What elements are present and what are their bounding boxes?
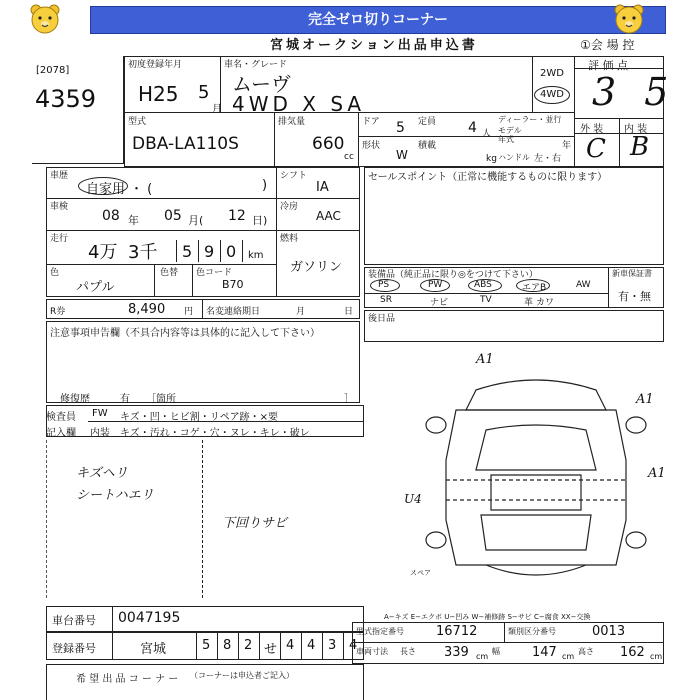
grid-divider <box>202 440 203 598</box>
history-rest: ・ ( <box>130 182 153 197</box>
equipment-grid <box>364 279 608 308</box>
handle-label: ハンドル <box>498 153 530 162</box>
type-value: DBA-LA110S <box>132 134 239 154</box>
width-label: 幅 <box>492 647 500 656</box>
rating-int-value: B <box>630 132 650 162</box>
grid-divider <box>46 198 360 199</box>
handwritten-note-1: キズヘリ <box>76 466 128 481</box>
displacement-label: 排気量 <box>278 117 306 127</box>
inspector-row1: キズ・凹・ヒビ割・リペア跡・×要 <box>120 412 278 423</box>
model-id-value: 16712 <box>436 624 478 639</box>
registration-month-unit: 月 <box>212 104 222 115</box>
shape-value: W <box>396 148 408 162</box>
capacity-value: 4 <box>468 120 477 136</box>
color-value: パプル <box>76 280 115 295</box>
banner-title-bar: 完全ゼロ切りコーナー <box>90 6 666 34</box>
inspector-fw: FW <box>92 408 108 419</box>
notes-label: 注意事項申告欄（不具合内容等は具体的に記入して下さい） <box>50 328 320 339</box>
len-label: 長さ <box>400 647 416 656</box>
equip-navi: ナビ <box>430 298 449 308</box>
doors-label: ドア <box>362 117 380 127</box>
equip-aw: AW <box>576 280 591 290</box>
name-change-month: 月 <box>296 307 306 317</box>
plate-digit: 4 <box>286 638 295 653</box>
drive-2wd: 2WD <box>540 68 564 79</box>
handwritten-note-2: シートハエリ <box>76 488 154 503</box>
ac-label: 冷房 <box>280 202 299 212</box>
registration-year: H25 <box>138 82 179 106</box>
history-value: 自家用 <box>86 182 126 197</box>
grid-divider <box>276 167 277 297</box>
spare-label: スペア <box>410 569 431 577</box>
equip-leather: 革 <box>524 298 534 308</box>
grid-divider <box>358 136 574 137</box>
wish-corner-label: 希 望 出 品 コ ー ナ ー <box>76 674 179 685</box>
mileage-sen: 3千 <box>128 242 158 263</box>
mileage-digit-3: 0 <box>226 242 237 261</box>
damage-mark-a1-right-2: A1 <box>648 466 666 481</box>
grid-divider <box>574 56 575 167</box>
grid-divider <box>176 240 177 262</box>
mileage-man: 4万 <box>88 242 118 263</box>
width-unit: cm <box>562 652 575 661</box>
model-year-label: モデル 年式 <box>498 126 522 144</box>
grid-divider <box>322 632 323 660</box>
grid-divider <box>274 112 275 167</box>
banner <box>0 0 700 38</box>
height-value: 162 <box>620 645 645 660</box>
grid-divider <box>301 632 302 660</box>
chassis-value: 0047195 <box>118 610 181 626</box>
grid-divider <box>619 118 620 167</box>
new-manual-value: 有・無 <box>618 290 651 303</box>
load-unit: kg <box>486 154 497 164</box>
fuel-value: ガソリン <box>290 260 343 275</box>
grid-divider <box>532 56 533 112</box>
grid-divider <box>280 632 281 660</box>
inspection-month: 05 <box>164 208 182 224</box>
history-label: 車歴 <box>50 171 69 181</box>
grid-divider <box>220 240 221 262</box>
grid-divider <box>46 230 360 231</box>
equip-pw: PW <box>428 280 443 290</box>
grid-divider <box>192 264 193 297</box>
grid-divider <box>220 56 221 112</box>
class-id-label: 類別区分番号 <box>508 627 556 636</box>
equip-tv: TV <box>480 295 492 305</box>
len-unit: cm <box>476 652 489 661</box>
repair-label: 修復歴 <box>60 394 90 405</box>
rating-int-label: 内 装 <box>624 124 648 135</box>
mileage-digit-1: 5 <box>182 242 193 261</box>
len-value: 339 <box>444 645 469 660</box>
color-code-label: 色コード <box>196 268 233 278</box>
registration-month: 5 <box>198 82 210 103</box>
car-damage-diagram <box>396 350 676 600</box>
mileage-label: 走行 <box>50 234 69 244</box>
capacity-label: 定員 <box>418 117 437 127</box>
height-label: 高さ <box>578 647 594 656</box>
plate-label: 登録番号 <box>52 642 96 655</box>
height-unit: cm <box>650 652 663 661</box>
class-id-value: 0013 <box>592 624 626 639</box>
venue-copy-label: ①会 場 控 <box>580 38 635 52</box>
bear-mascot-left-icon <box>28 3 62 35</box>
grid-divider <box>154 264 155 297</box>
rating-ext-value: C <box>586 134 606 164</box>
displacement-value: 660 <box>312 134 345 154</box>
grid-divider <box>202 299 203 319</box>
grid-divider <box>88 421 364 422</box>
fuel-label: 燃料 <box>280 234 299 244</box>
grid-divider <box>343 632 344 660</box>
plate-digit: 3 <box>328 638 337 653</box>
model-grade: 4WD X SA <box>232 92 366 116</box>
lot-number: 4359 <box>35 85 97 113</box>
model-id-label: 型式指定番号 <box>356 627 404 636</box>
rating-label: 評 価 点 <box>588 59 628 72</box>
equip-ps: PS <box>378 280 390 290</box>
equip-airbag: エアB <box>522 283 547 293</box>
equip-other: カワ <box>536 298 555 308</box>
color-change-label: 色替 <box>160 268 179 278</box>
load-label: 積載 <box>418 141 437 151</box>
repair-value: 有 <box>120 394 130 405</box>
registration-label: 初度登録年月 <box>128 60 183 70</box>
mileage-digit-2: 9 <box>204 242 215 261</box>
rating-value: 3 5 <box>592 70 677 114</box>
grid-divider <box>364 293 608 294</box>
rear-goods-label: 後日品 <box>368 314 396 324</box>
inspection-year-unit: 年 <box>128 214 139 227</box>
repair-close: ］ <box>344 394 354 405</box>
grid-divider <box>358 112 359 167</box>
plate-digit: 8 <box>223 638 232 653</box>
model-year-unit: 年 <box>562 141 572 151</box>
damage-mark-a1-top: A1 <box>476 352 494 367</box>
handle-value: 左・右 <box>534 154 562 164</box>
damage-mark-a1-right: A1 <box>636 392 654 407</box>
name-change-day: 日 <box>344 307 354 317</box>
inspection-year: 08 <box>102 208 120 224</box>
dims-label: 車両寸法 <box>356 647 388 656</box>
model-name: ムーヴ <box>232 72 291 96</box>
grid-divider <box>574 68 664 69</box>
damage-mark-u-left: U4 <box>404 492 422 506</box>
model-label: 車名・グレード <box>224 60 288 70</box>
recycle-value: 8,490 <box>128 302 166 317</box>
doors-value: 5 <box>396 120 405 136</box>
plate-digit: 4 <box>307 638 316 653</box>
grid-divider <box>198 240 199 262</box>
plate-digit: 2 <box>244 638 253 653</box>
grid-divider <box>608 267 609 308</box>
form-title: 宮城オークション出品申込書 <box>270 38 478 53</box>
shift-value: IA <box>316 180 329 195</box>
color-label: 色 <box>50 268 60 278</box>
grid-divider <box>242 240 243 262</box>
grid-divider <box>124 112 574 113</box>
grid-divider <box>112 632 113 660</box>
lot-small-code: [2078] <box>36 65 70 76</box>
sales-point-label: セールスポイント（正常に機能するものに限ります） <box>368 172 608 183</box>
new-manual-label: 新車保証書 <box>612 269 652 278</box>
grid-divider <box>112 606 113 632</box>
capacity-unit: 人 <box>482 129 492 139</box>
grid-divider <box>504 622 505 642</box>
shift-label: シフト <box>280 171 308 181</box>
inspector-naisou: 内装 <box>90 428 110 439</box>
shape-label: 形状 <box>362 141 381 151</box>
ac-value: AAC <box>316 209 341 223</box>
equip-sr: SR <box>380 295 392 305</box>
name-change-label: 名変連絡期日 <box>206 307 261 317</box>
inspection-day: 12 <box>228 208 246 224</box>
displacement-unit: cc <box>344 152 354 162</box>
plate-digit: せ <box>264 642 278 657</box>
inspection-month-unit: 月( <box>188 214 204 227</box>
rear-goods-box <box>364 310 664 342</box>
dealer-label: ディーラー・並行 <box>498 115 562 124</box>
wish-corner-note: （コーナーは申込者ご記入） <box>190 671 294 680</box>
chassis-label: 車台番号 <box>52 614 96 627</box>
mileage-unit: km <box>248 250 264 261</box>
inspection-day-unit: 日) <box>252 214 268 227</box>
plate-digit: 4 <box>349 638 358 653</box>
plate-digit: 5 <box>202 638 211 653</box>
recycle-unit: 円 <box>184 307 194 317</box>
repair-rest: ［箇所 <box>146 394 176 405</box>
history-close: ) <box>262 178 268 193</box>
recycle-label: R券 <box>50 307 66 317</box>
grid-divider <box>352 642 664 643</box>
inspection-label: 車検 <box>50 202 69 212</box>
equipment-label: 装備品（純正品に限り◎をつけて下さい） <box>368 270 538 280</box>
recycle-box <box>46 299 360 319</box>
grid-divider <box>238 632 239 660</box>
handwritten-note-3: 下回りサビ <box>222 516 288 531</box>
inspector-label-1: 検査員 <box>46 412 76 423</box>
drive-4wd: 4WD <box>540 89 564 100</box>
grid-divider <box>259 632 260 660</box>
plate-region: 宮城 <box>140 642 167 657</box>
bear-mascot-right-icon <box>612 3 646 35</box>
equip-abs: ABS <box>474 280 492 290</box>
inspector-label-2: 記入欄 <box>46 428 76 439</box>
inspector-row2: キズ・汚れ・コゲ・穴・ヌレ・キレ・破レ <box>120 428 310 439</box>
type-label: 型式 <box>128 117 147 127</box>
plate-digits <box>196 632 364 660</box>
width-value: 147 <box>532 645 557 660</box>
grid-divider <box>217 632 218 660</box>
rating-ext-label: 外 装 <box>580 124 604 135</box>
color-code-value: B70 <box>222 278 244 291</box>
damage-legend: A−キズ E−エクボ U−凹み W−補修跡 S−サビ C−腐食 XX−交換 <box>384 613 591 621</box>
